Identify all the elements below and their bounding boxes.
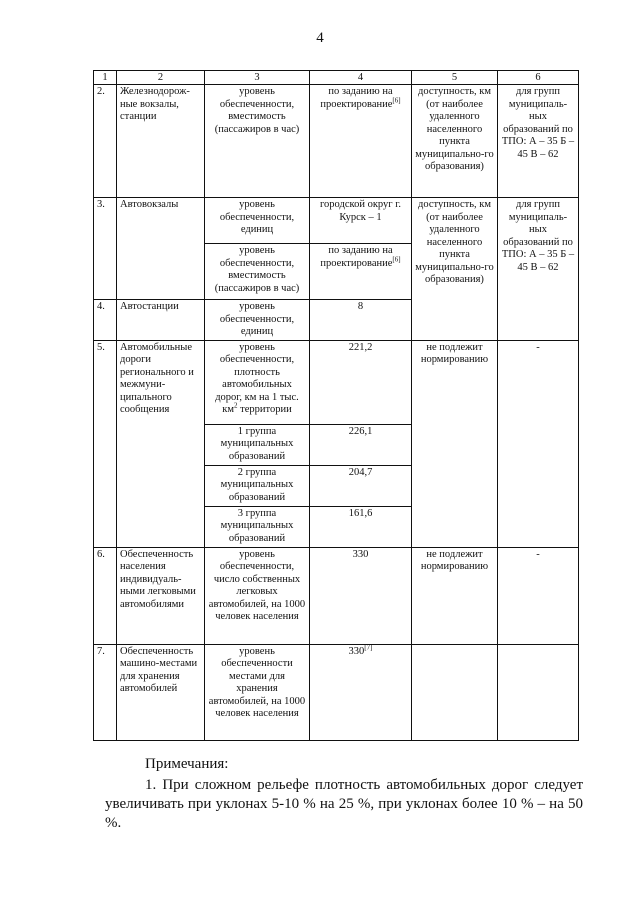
access-limit-cell: -: [498, 340, 579, 547]
value-cell: 8: [310, 300, 412, 341]
note-item: 1. При сложном рельефе плотность автомобильных дорог следует увеличивать при уклонах 5-10 % на 25 %, при уклонах более 10 % – на 50 %.: [105, 777, 583, 831]
value-cell: 204,7: [310, 465, 412, 506]
access-limit-cell: -: [498, 547, 579, 644]
value-cell: 221,2: [310, 340, 412, 424]
header-cell: 5: [412, 71, 498, 85]
access-cell: не подлежит нормированию: [412, 547, 498, 644]
indicator-text: уровень обеспеченности, плотность автомобильных дорог, км на 1 тыс. км: [215, 341, 299, 415]
indicator-cell: 3 группа муниципальных образований: [205, 506, 310, 547]
row-number: 7.: [94, 644, 117, 740]
superscript: 2: [234, 401, 238, 410]
header-cell: 1: [94, 71, 117, 85]
footnote-ref: [6]: [392, 255, 401, 263]
access-cell: доступность, км (от наиболее удаленного населенного пункта муниципально-го образования): [412, 85, 498, 198]
table-row: [94, 198, 579, 244]
value-cell: [310, 85, 412, 198]
access-cell: доступность, км (от наиболее удаленного населенного пункта муниципально-го образования): [412, 198, 498, 341]
table-row: [94, 85, 579, 198]
indicator-cell: уровень обеспеченности местами для хранения автомобилей, на 1000 человек населения: [205, 644, 310, 740]
access-cell: не подлежит нормированию: [412, 340, 498, 547]
table-row: [94, 547, 579, 644]
value-cell: [310, 644, 412, 740]
indicator-cell: уровень обеспеченности, единиц: [205, 300, 310, 341]
row-number: 4.: [94, 300, 117, 341]
table-row: [94, 340, 579, 424]
footnote-ref: [7]: [364, 643, 373, 651]
value-cell: [310, 244, 412, 300]
object-name: Автомобильные дороги регионального и межмуни-ципального сообщения: [117, 340, 205, 547]
value-cell: 226,1: [310, 424, 412, 465]
page-number: 4: [316, 30, 324, 46]
indicator-cell: 1 группа муниципальных образований: [205, 424, 310, 465]
footnote-ref: [6]: [392, 96, 401, 104]
object-name: Обеспеченность машино-местами для хранения автомобилей: [117, 644, 205, 740]
indicator-cell: уровень обеспеченности, число собственных легковых автомобилей, на 1000 человек населения: [205, 547, 310, 644]
access-limit-cell: для групп муниципаль-ных образований по ТПО: А – 35 Б – 45 В – 62: [498, 198, 579, 341]
indicator-cell: уровень обеспеченности, единиц: [205, 198, 310, 244]
header-cell: 6: [498, 71, 579, 85]
object-name: Автостанции: [117, 300, 205, 341]
notes-section: [105, 755, 583, 833]
row-number: 2.: [94, 85, 117, 198]
table-header-row: [94, 71, 579, 85]
value-cell: 330: [310, 547, 412, 644]
header-cell: 4: [310, 71, 412, 85]
access-cell: [412, 644, 498, 740]
access-limit-cell: для групп муниципаль-ных образований по ТПО: А – 35 Б – 45 В – 62: [498, 85, 579, 198]
object-name: Железнодорож-ные вокзалы, станции: [117, 85, 205, 198]
value-cell: 161,6: [310, 506, 412, 547]
table-row: [94, 644, 579, 740]
indicator-cell: [205, 340, 310, 424]
indicator-cell: уровень обеспеченности, вместимость (пассажиров в час): [205, 85, 310, 198]
header-cell: 2: [117, 71, 205, 85]
object-name: Автовокзалы: [117, 198, 205, 300]
indicator-tail: территории: [237, 404, 292, 415]
value-cell: городской округ г. Курск – 1: [310, 198, 412, 244]
value-text: 330: [348, 645, 365, 657]
value-text: по заданию на проектирование: [320, 86, 393, 110]
access-limit-cell: [498, 644, 579, 740]
indicator-cell: 2 группа муниципальных образований: [205, 465, 310, 506]
row-number: 3.: [94, 198, 117, 300]
row-number: 6.: [94, 547, 117, 644]
object-name: Обеспеченность населения индивидуаль-ными легковыми автомобилями: [117, 547, 205, 644]
value-text: по заданию на проектирование: [320, 245, 393, 269]
row-number: 5.: [94, 340, 117, 547]
indicator-cell: уровень обеспеченности, вместимость (пассажиров в час): [205, 244, 310, 300]
header-cell: 3: [205, 71, 310, 85]
notes-title: Примечания:: [145, 756, 229, 772]
norms-table: [93, 70, 579, 741]
